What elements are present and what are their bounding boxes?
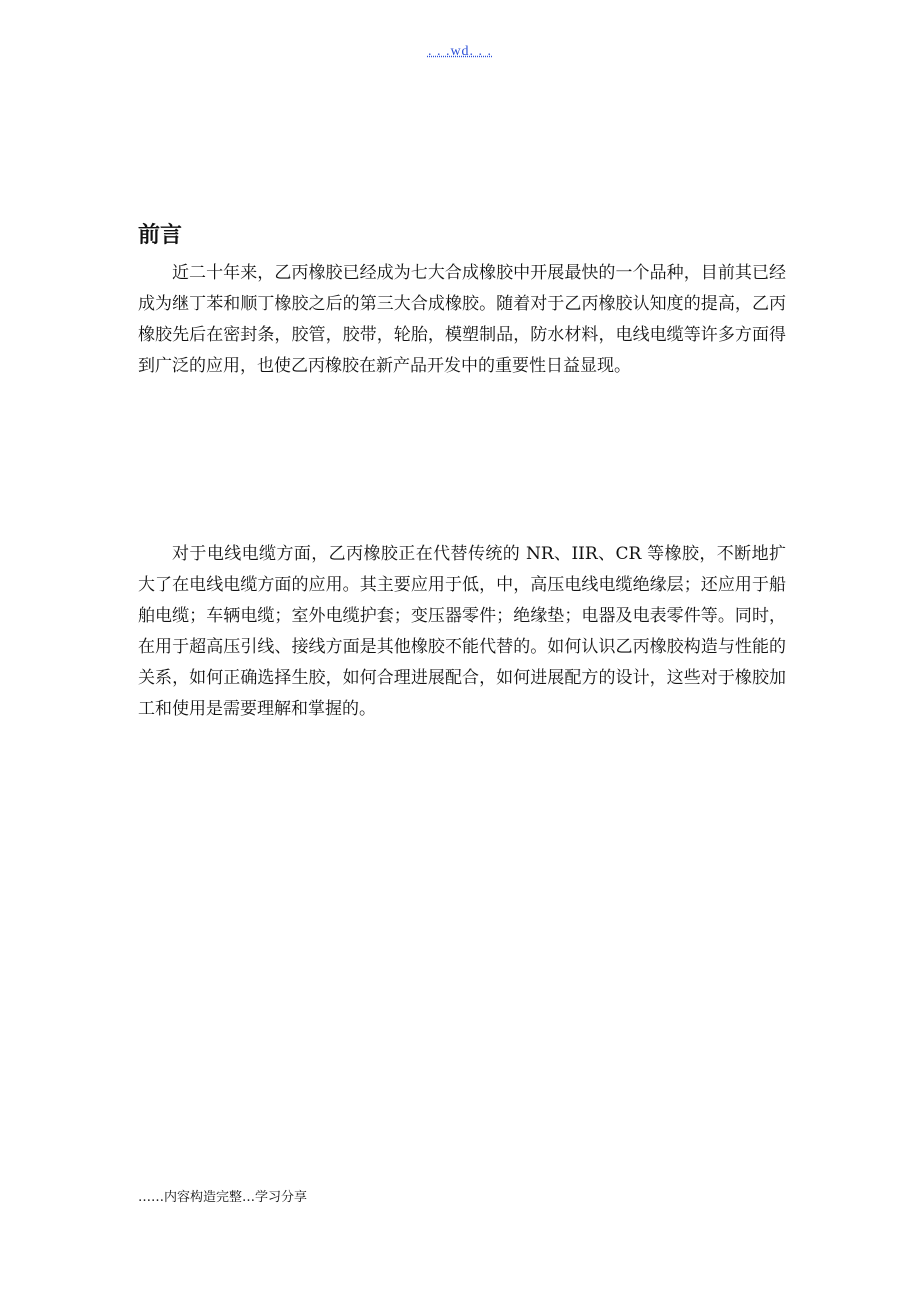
page-footer: ……内容构造完整…学习分享 — [138, 1190, 308, 1205]
paragraph: 近二十年来，乙丙橡胶已经成为七大合成橡胶中开展最快的一个品种，目前其已经成为继丁苯和顺丁橡胶之后的第三大合成橡胶。随着对于乙丙橡胶认知度的提高，乙丙橡胶先后在密封条，胶管，胶带，轮胎，模塑制品，防水材料，电线电缆等许多方面得到广泛的应用，也使乙丙橡胶在新产品开发中的重要性日益显现。 — [138, 263, 786, 376]
paragraph: 对于电线电缆方面，乙丙橡胶正在代替传统的 NR、IIR、CR 等橡胶，不断地扩大了在电线电缆方面的应用。其主要应用于低，中，高压电线电缆绝缘层；还应用于船舶电缆；车辆电缆；室外电缆护套；变压器零件；绝缘垫；电器及电表零件等。同时，在用于超高压引线、接线方面是其他橡胶不能代替的。如何认识乙丙橡胶构造与性能的关系，如何正确选择生胶，如何合理进展配合，如何进展配方的设计，这些对于橡胶加工和使用是需要理解和掌握的。 — [138, 544, 786, 719]
section-title: 前言 — [138, 223, 183, 248]
header-link[interactable]: . . .wd. . . — [427, 44, 493, 59]
